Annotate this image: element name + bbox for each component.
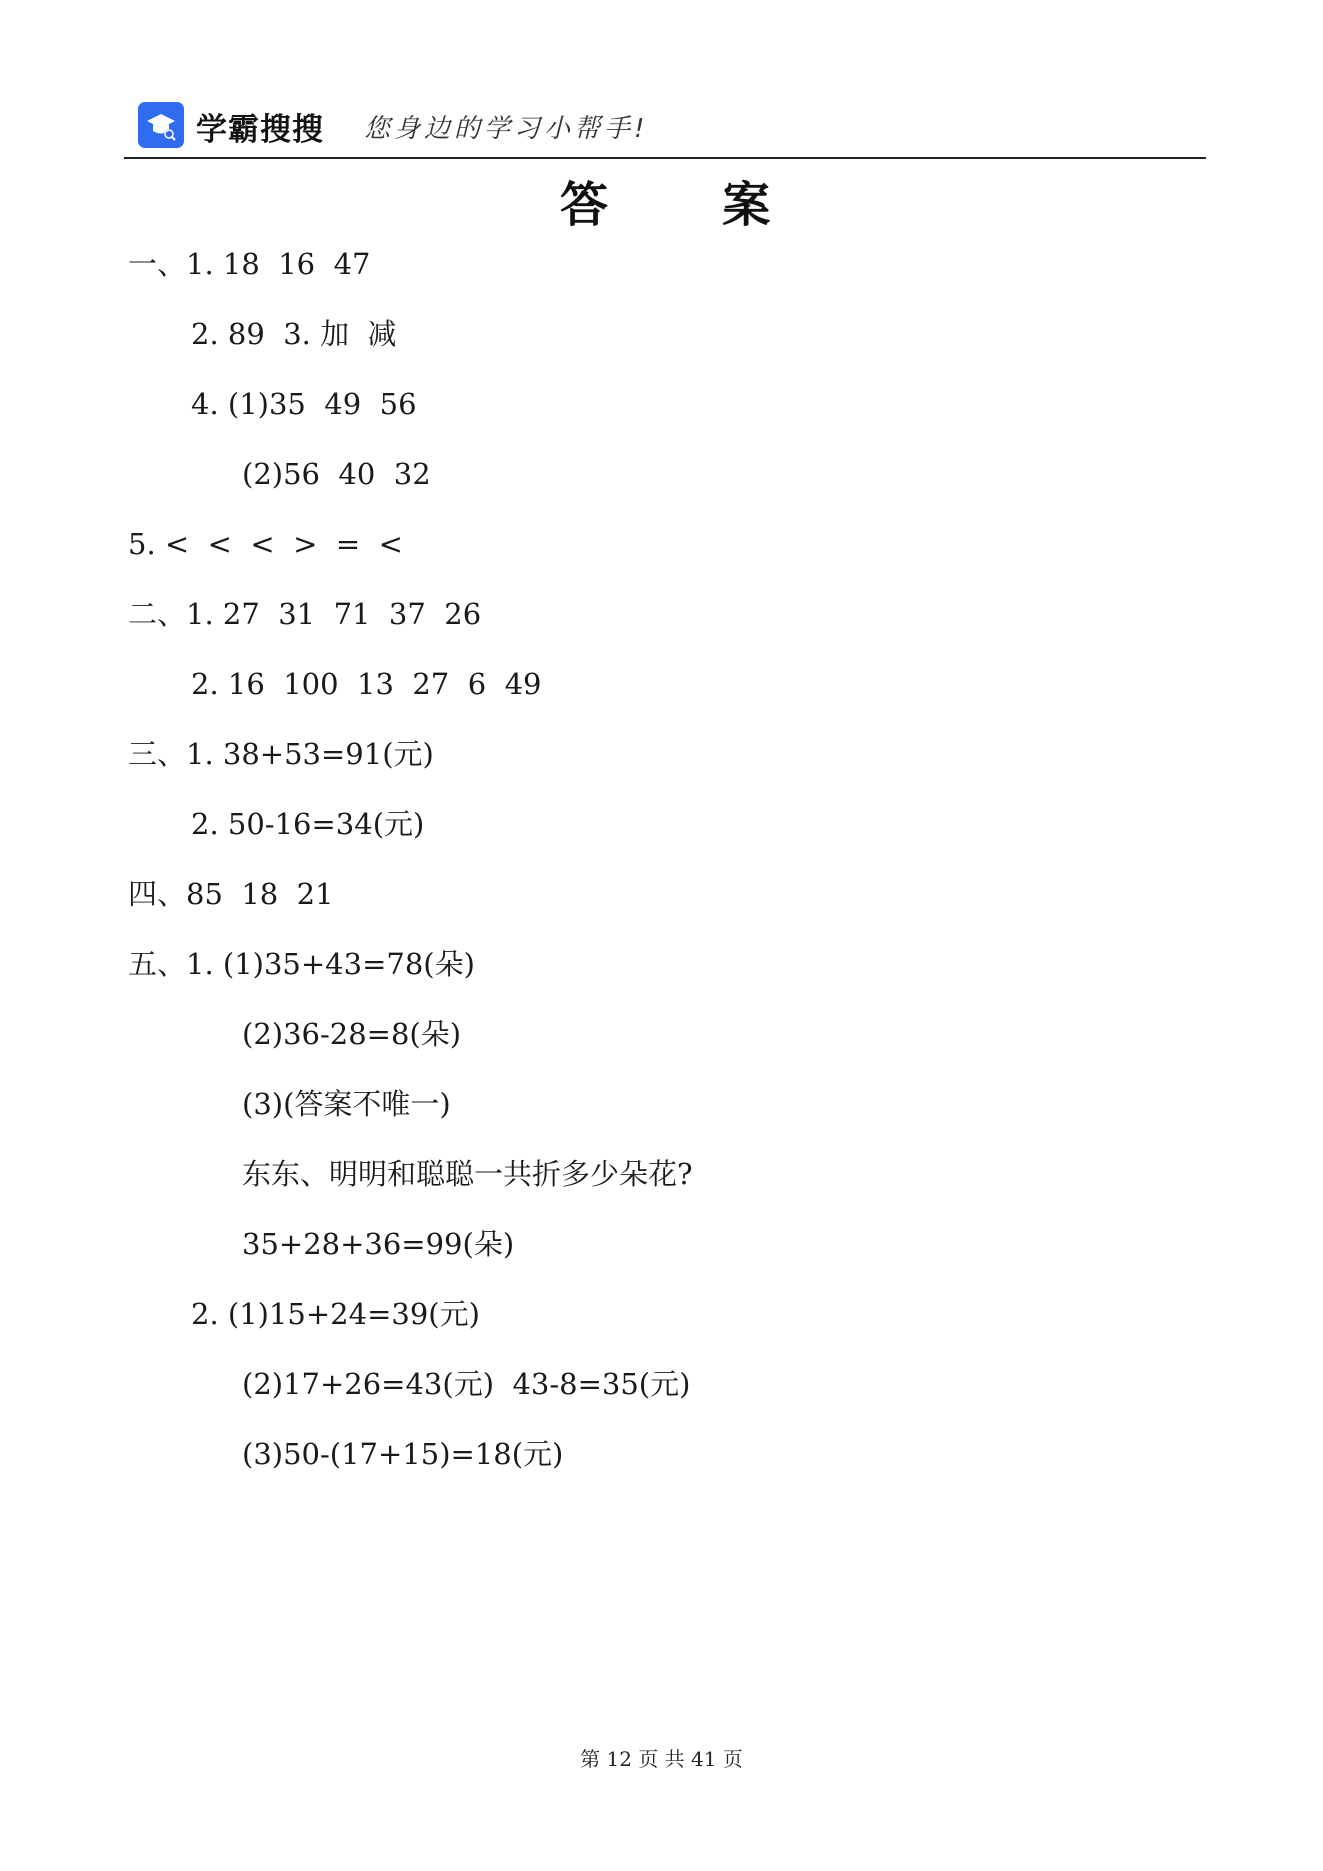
answer-line: (2)17+26=43(元) 43-8=35(元) — [242, 1367, 691, 1401]
answer-line: 2. 16 100 13 27 6 49 — [191, 667, 542, 701]
page-title — [560, 166, 770, 235]
answer-line: 5. < < < > = < — [128, 527, 403, 561]
answer-line: 五、1. (1)35+43=78(朵) — [128, 947, 475, 981]
brand-name: 学霸搜搜 — [196, 112, 324, 148]
answer-line: (2)56 40 32 — [242, 457, 431, 491]
graduation-cap-search-icon — [138, 102, 184, 148]
answer-line: 三、1. 38+53=91(元) — [128, 737, 434, 771]
answer-line: (3)50-(17+15)=18(元) — [242, 1437, 564, 1471]
answer-line: 一、1. 18 16 47 — [128, 247, 371, 281]
title-char-1: 答 — [560, 177, 609, 233]
header-divider — [124, 157, 1206, 159]
answer-line: 二、1. 27 31 71 37 26 — [128, 597, 482, 631]
brand-slogan: 您身边的学习小帮手! — [364, 114, 649, 144]
answer-line: 四、85 18 21 — [128, 877, 334, 911]
answer-line: (2)36-28=8(朵) — [242, 1017, 462, 1051]
answer-line: 2. 89 3. 加 减 — [191, 317, 397, 351]
answer-line: 2. (1)15+24=39(元) — [191, 1297, 480, 1331]
page-header — [124, 98, 1206, 154]
answer-line: (3)(答案不唯一) — [242, 1087, 451, 1121]
answer-line: 2. 50-16=34(元) — [191, 807, 425, 841]
answer-line: 东东、明明和聪聪一共折多少朵花? — [242, 1157, 693, 1191]
title-char-2: 案 — [722, 177, 771, 233]
answer-line: 4. (1)35 49 56 — [191, 387, 417, 421]
page-number: 第 12 页 共 41 页 — [580, 1747, 743, 1771]
answer-line: 35+28+36=99(朵) — [242, 1227, 515, 1261]
